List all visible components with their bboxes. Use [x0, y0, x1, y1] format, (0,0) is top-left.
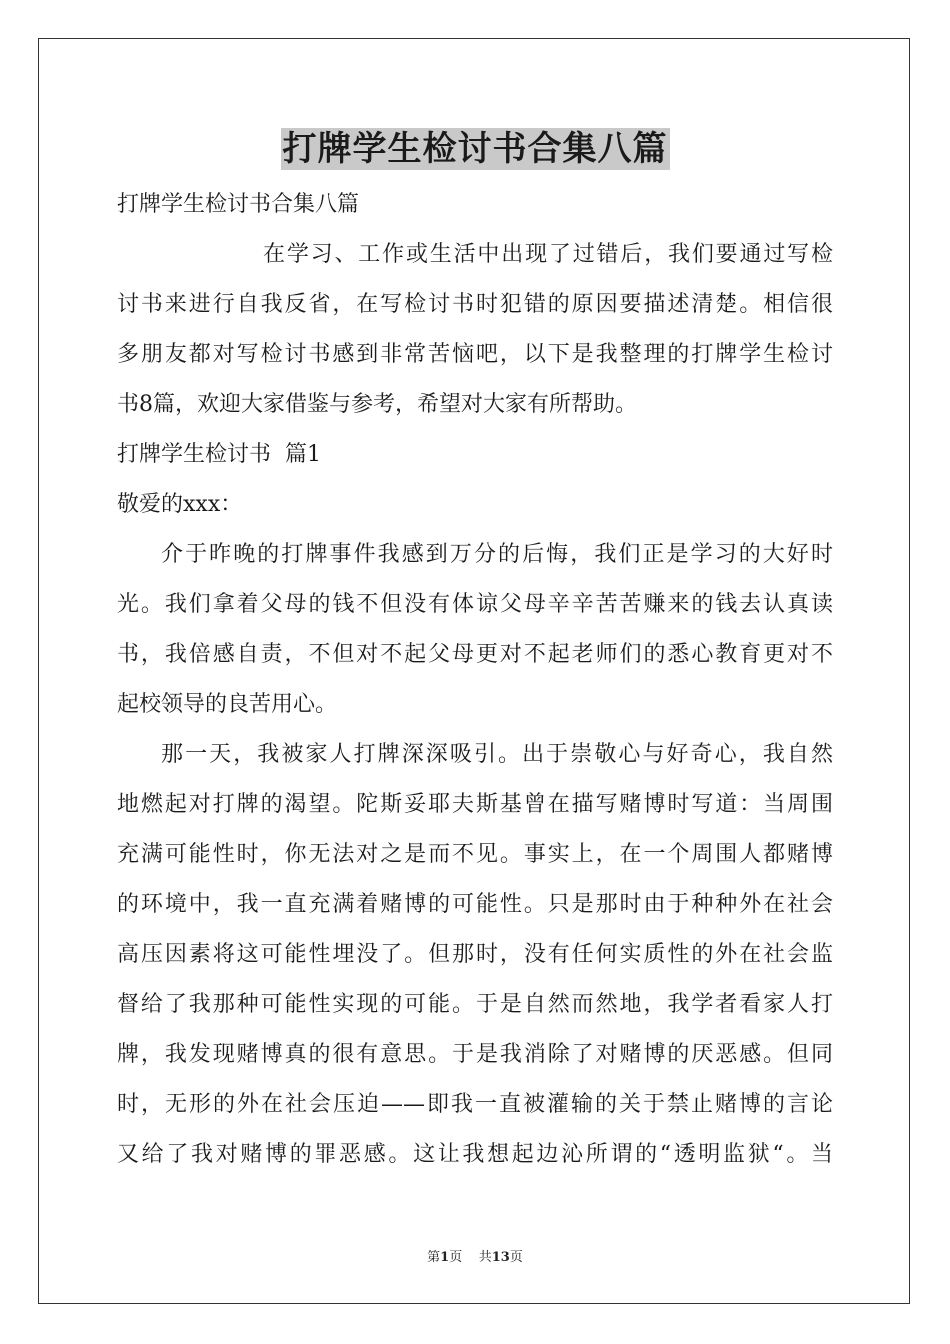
para2-line: 时，无形的外在社会压迫——即我一直被灌输的关于禁止赌博的言论 [117, 1092, 833, 1117]
para1-line: 书，我倍感自责，不但对不起父母更对不起老师们的悉心教育更对不 [117, 642, 833, 667]
subtitle: 打牌学生检讨书合集八篇 [117, 192, 360, 217]
page-label-prefix: 第 [427, 1250, 441, 1265]
page-footer [0, 1246, 950, 1265]
para1-line: 起校领导的良苦用心。 [117, 692, 338, 717]
title-container [0, 128, 950, 170]
para2-line: 牌，我发现赌博真的很有意思。于是我消除了对赌博的厌恶感。但同 [117, 1042, 833, 1067]
para2-line: 那一天，我被家人打牌深深吸引。出于崇敬心与好奇心，我自然 [161, 742, 833, 767]
intro-line: 多朋友都对写检讨书感到非常苦恼吧，以下是我整理的打牌学生检讨 [117, 342, 833, 367]
para1-line: 介于昨晚的打牌事件我感到万分的后悔，我们正是学习的大好时 [161, 542, 833, 567]
para2-line: 地燃起对打牌的渴望。陀斯妥耶夫斯基曾在描写赌博时写道：当周围 [117, 792, 833, 817]
page-label-suffix: 页 [449, 1250, 463, 1265]
para2-line: 高压因素将这可能性埋没了。但那时，没有任何实质性的外在社会监 [117, 942, 833, 967]
para2-line: 充满可能性时，你无法对之是而不见。事实上，在一个周围人都赌博 [117, 842, 833, 867]
salutation: 敬爱的xxx： [117, 492, 243, 517]
page-number: 1 [440, 1250, 450, 1265]
total-label-suffix: 页 [509, 1250, 523, 1265]
para1-line: 光。我们拿着父母的钱不但没有体谅父母辛辛苦苦赚来的钱去认真读 [117, 592, 833, 617]
intro-line: 书8篇，欢迎大家借鉴与参考，希望对大家有所帮助。 [117, 392, 637, 417]
total-pages: 13 [491, 1250, 510, 1265]
document-body [117, 180, 833, 1180]
intro-line: 在学习、工作或生活中出现了过错后，我们要通过写检 [263, 242, 833, 267]
para2-line: 督给了我那种可能性实现的可能。于是自然而然地，我学者看家人打 [117, 992, 833, 1017]
para2-line: 又给了我对赌博的罪恶感。这让我想起边沁所谓的“透明监狱“。当 [117, 1142, 833, 1167]
document-title: 打牌学生检讨书合集八篇 [282, 129, 668, 169]
section-heading: 打牌学生检讨书 篇1 [117, 442, 321, 467]
para2-line: 的环境中，我一直充满着赌博的可能性。只是那时由于种种外在社会 [117, 892, 833, 917]
total-label-prefix: 共 [478, 1250, 492, 1265]
intro-line: 讨书来进行自我反省，在写检讨书时犯错的原因要描述清楚。相信很 [117, 292, 833, 317]
